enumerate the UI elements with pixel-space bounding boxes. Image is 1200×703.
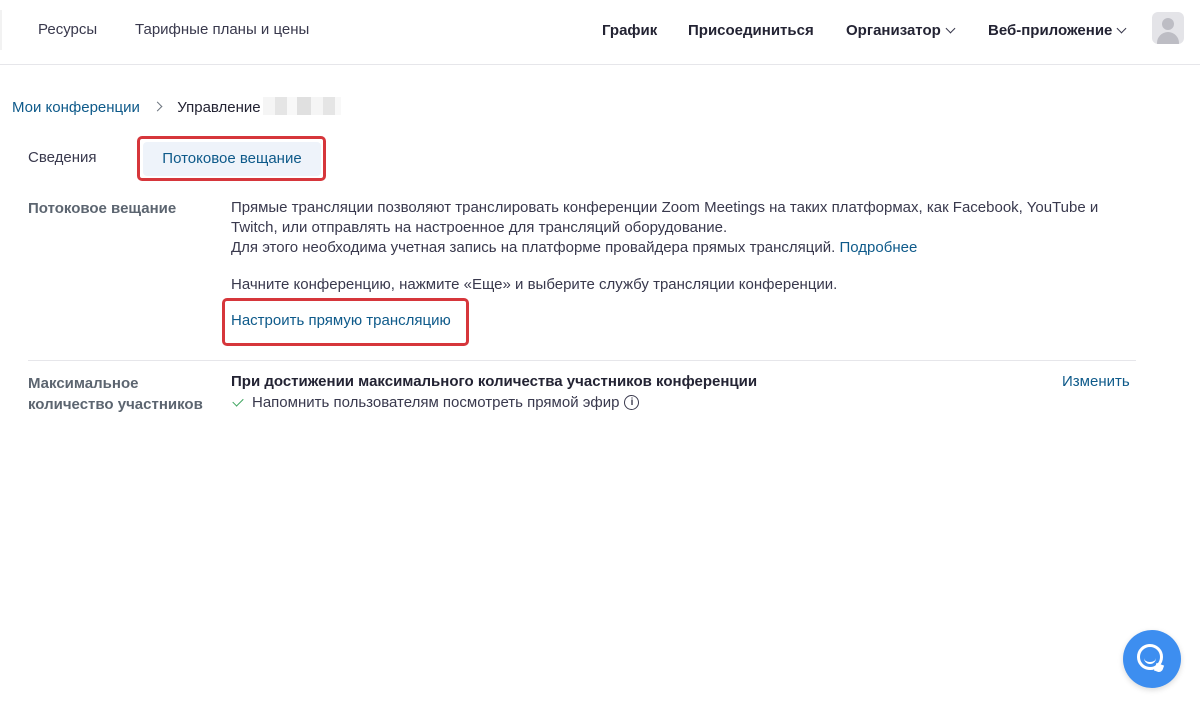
streaming-instructions: Начните конференцию, нажмите «Еще» и выберите службу трансляции конференции. xyxy=(231,276,838,293)
max-participants-label xyxy=(28,373,203,415)
nav-plans-pricing[interactable]: Тарифные планы и цены xyxy=(135,21,310,38)
section-divider xyxy=(28,360,1136,361)
edit-button[interactable]: Изменить xyxy=(1062,373,1130,390)
chat-icon-tail xyxy=(1154,663,1164,673)
nav-web-app-menu[interactable] xyxy=(988,22,1125,39)
chevron-down-icon xyxy=(945,24,955,34)
nav-join[interactable]: Присоединиться xyxy=(688,22,814,39)
streaming-section-label: Потоковое вещание xyxy=(28,200,177,217)
redacted-meeting-name xyxy=(263,97,341,115)
max-participants-title: При достижении максимального количества участников конференции xyxy=(231,373,758,390)
streaming-description xyxy=(231,198,1141,258)
chevron-down-icon xyxy=(1117,24,1127,34)
nav-schedule[interactable]: График xyxy=(602,22,658,39)
nav-resources[interactable]: Ресурсы xyxy=(38,21,98,38)
check-icon xyxy=(232,395,243,406)
max-participants-label-line1: Максимальное xyxy=(28,375,139,392)
info-icon[interactable]: i xyxy=(624,395,639,410)
nav-host-menu[interactable] xyxy=(846,22,954,39)
chat-button[interactable] xyxy=(1123,630,1181,688)
max-participants-label-line2: количество участников xyxy=(28,396,203,413)
setup-live-stream-link[interactable]: Настроить прямую трансляцию xyxy=(231,312,451,329)
tab-streaming[interactable]: Потоковое вещание xyxy=(143,142,321,176)
tab-info[interactable]: Сведения xyxy=(28,149,97,166)
reminder-option xyxy=(231,394,639,411)
reminder-option-text: Напомнить пользователям посмотреть прямой эфир xyxy=(252,394,620,411)
left-edge-divider xyxy=(0,10,2,50)
avatar-icon xyxy=(1162,18,1174,30)
breadcrumb-current: Управление xyxy=(177,99,261,116)
learn-more-link[interactable]: Подробнее xyxy=(839,239,918,256)
top-navigation xyxy=(0,0,1200,65)
avatar-icon-body xyxy=(1157,32,1179,44)
streaming-description-text: Прямые трансляции позволяют транслировать конференции Zoom Meetings на таких платформах, как Facebook, YouTube и Twitch, или отправлять на настроенное для трансляций оборудование. xyxy=(231,199,1099,236)
nav-web-app-label: Веб-приложение xyxy=(988,22,1113,39)
breadcrumb-my-meetings[interactable]: Мои конференции xyxy=(12,99,140,116)
streaming-account-note: Для этого необходима учетная запись на платформе провайдера прямых трансляций. xyxy=(231,239,836,256)
breadcrumb xyxy=(12,97,341,116)
avatar[interactable] xyxy=(1152,12,1184,44)
chevron-right-icon xyxy=(153,102,163,112)
nav-host-label: Организатор xyxy=(846,22,941,39)
